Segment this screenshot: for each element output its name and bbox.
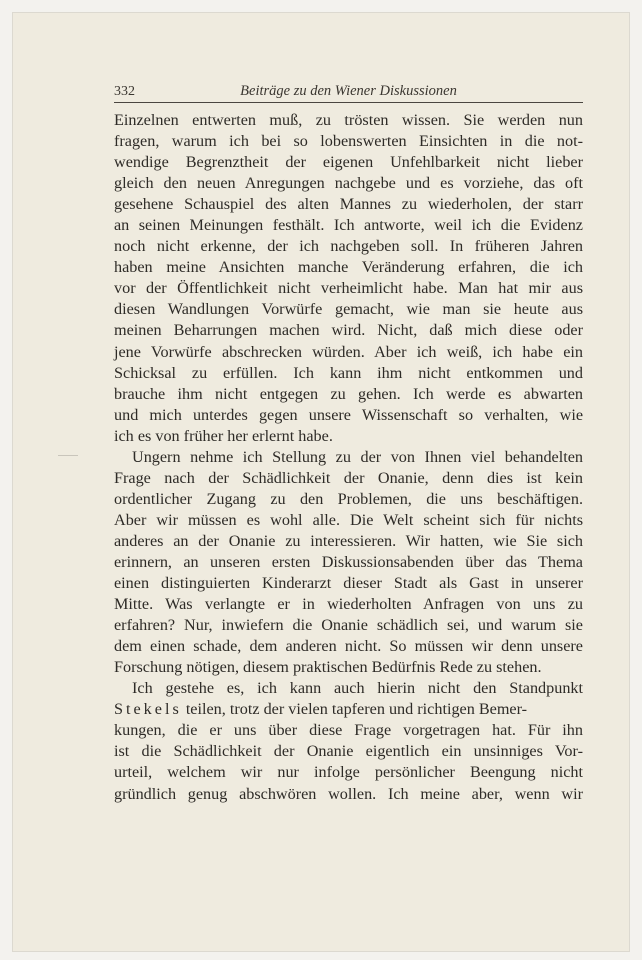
text-line: Ungern nehme ich Stellung zu der von Ihnen viel behandelten bbox=[132, 447, 583, 466]
text-line: Aber wir müssen es wohl alle. Die Welt scheint sich für nichts bbox=[114, 510, 583, 529]
text-line: Einzelnen entwerten muß, zu trösten wissen. Sie werden nun bbox=[114, 111, 583, 129]
page-number: 332 bbox=[114, 84, 135, 99]
margin-mark bbox=[58, 455, 78, 456]
text-line bbox=[114, 699, 583, 720]
text-line: vor der Öffentlichkeit nicht verheimlicht habe. Man hat mir aus bbox=[114, 279, 583, 298]
paragraph-2 bbox=[114, 447, 583, 679]
body-text bbox=[114, 110, 583, 805]
text-line: ich es von früher her erlernt habe. bbox=[114, 426, 333, 445]
text-line: gesehene Schauspiel des alten Mannes zu wiederholen, der starr bbox=[114, 195, 583, 214]
text-line: erfahren? Nur, inwiefern die Onanie schädlich sei, und warum sie bbox=[114, 616, 583, 635]
text-line: kungen, die er uns über diese Frage vorgetragen hat. Für ihn bbox=[114, 721, 583, 740]
text-line: einen distinguierten Kinderarzt dieser Stadt als Gast in unserer bbox=[114, 574, 583, 593]
text-line: Ich gestehe es, ich kann auch hierin nicht den Standpunkt bbox=[132, 679, 583, 698]
text-line: jene Vorwürfe abschrecken würden. Aber ich weiß, ich habe ein bbox=[114, 342, 583, 361]
text-line: diesen Wandlungen Vorwürfe gemacht, wie man sie heute aus bbox=[114, 300, 583, 319]
paragraph-3 bbox=[114, 678, 583, 804]
text-line: noch nicht erkenne, der ich nachgeben soll. In früheren Jahren bbox=[114, 237, 583, 256]
running-title: Beiträge zu den Wiener Diskussionen bbox=[240, 83, 457, 99]
text-line: Schicksal zu erfüllen. Ich kann ihm nicht entkommen und bbox=[114, 363, 583, 382]
text-line: Mitte. Was verlangte er in wiederholten Anfragen von uns zu bbox=[114, 595, 583, 614]
text-line: haben meine Ansichten manche Veränderung erfahren, die ich bbox=[114, 258, 583, 277]
text-line: gründlich genug abschwören wollen. Ich meine aber, wenn wir bbox=[114, 784, 583, 803]
text-line: und mich unterdes gegen unsere Wissenschaft so verhalten, wie bbox=[114, 405, 583, 424]
text-line: anderes an der Onanie zu interessieren. Wir hatten, wie Sie sich bbox=[114, 531, 583, 550]
text-line: gleich den neuen Anregungen nachgebe und es vorziehe, das oft bbox=[114, 174, 583, 193]
text-line: erinnern, an unseren ersten Diskussionsabenden über das Thema bbox=[114, 552, 583, 571]
text-line: fragen, warum ich bei so lobenswerten Einsichten in die not- bbox=[114, 132, 583, 151]
text-line: wendige Begrenztheit der eigenen Unfehlbarkeit nicht lieber bbox=[114, 153, 583, 172]
text-line: ist die Schädlichkeit der Onanie eigentlich ein unsinniges Vor- bbox=[114, 742, 583, 761]
spaced-name: Stekels bbox=[114, 700, 182, 719]
text-line: urteil, welchem wir nur infolge persönlicher Beengung nicht bbox=[114, 763, 583, 782]
text-line: Forschung nötigen, diesem praktischen Bedürfnis Rede zu stehen. bbox=[114, 658, 542, 677]
text-line: meinen Beharrungen machen wird. Nicht, daß mich diese oder bbox=[114, 321, 583, 340]
text-line-rest: teilen, trotz der vielen tapferen und richtigen Bemer- bbox=[181, 700, 528, 719]
text-line: Frage nach der Schädlichkeit der Onanie, denn dies ist kein bbox=[114, 468, 583, 487]
paragraph-1 bbox=[114, 110, 583, 447]
text-line: brauche ihm nicht entgegen zu gehen. Ich werde es abwarten bbox=[114, 384, 583, 403]
text-line: ordentlicher Zugang zu den Problemen, die uns beschäftigen. bbox=[114, 489, 583, 508]
text-line: an seinen Meinungen festhält. Ich antworte, weil ich die Evidenz bbox=[114, 216, 583, 235]
page-header bbox=[114, 82, 583, 103]
text-line: dem einen schade, dem anderen nicht. So müssen wir denn unsere bbox=[114, 637, 583, 656]
